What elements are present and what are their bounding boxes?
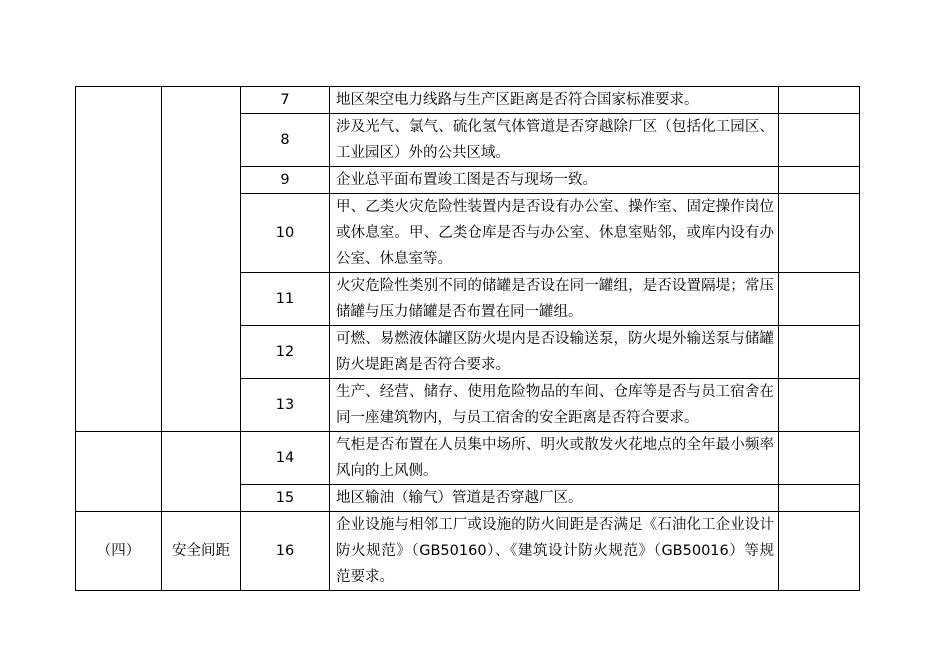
item-text: 生产、经营、储存、使用危险物品的车间、仓库等是否与员工宿舍在同一座建筑物内，与员工宿舍的安全距离是否符合要求。 (330, 379, 779, 432)
item-text: 企业总平面布置竣工图是否与现场一致。 (330, 167, 779, 194)
remark-cell (779, 485, 860, 512)
table-row (76, 432, 860, 485)
table-row (76, 512, 860, 591)
item-text: 企业设施与相邻工厂或设施的防火间距是否满足《石油化工企业设计防火规范》（GB50160）、《建筑设计防火规范》（GB50016）等规范要求。 (330, 512, 779, 591)
category-cell (76, 87, 162, 432)
section-number: （四） (76, 512, 162, 591)
table-row (76, 87, 860, 114)
item-number: 14 (241, 432, 330, 485)
remark-cell (779, 87, 860, 114)
item-text: 甲、乙类火灾危险性装置内是否设有办公室、操作室、固定操作岗位或休息室。甲、乙类仓库是否与办公室、休息室贴邻，或库内设有办公室、休息室等。 (330, 194, 779, 273)
item-number: 15 (241, 485, 330, 512)
item-text: 气柜是否布置在人员集中场所、明火或散发火花地点的全年最小频率风向的上风侧。 (330, 432, 779, 485)
item-text: 涉及光气、氯气、硫化氢气体管道是否穿越除厂区（包括化工园区、工业园区）外的公共区域。 (330, 114, 779, 167)
remark-cell (779, 432, 860, 485)
remark-cell (779, 114, 860, 167)
section-title: 安全间距 (162, 512, 241, 591)
item-number: 8 (241, 114, 330, 167)
remark-cell (779, 167, 860, 194)
item-text: 火灾危险性类别不同的储罐是否设在同一罐组，是否设置隔堤；常压储罐与压力储罐是否布置在同一罐组。 (330, 273, 779, 326)
remark-cell (779, 326, 860, 379)
item-number: 16 (241, 512, 330, 591)
remark-cell (779, 512, 860, 591)
item-number: 10 (241, 194, 330, 273)
remark-cell (779, 379, 860, 432)
item-text: 可燃、易燃液体罐区防火堤内是否设输送泵，防火堤外输送泵与储罐防火堤距离是否符合要求。 (330, 326, 779, 379)
item-number: 9 (241, 167, 330, 194)
category-name-cell (162, 87, 241, 432)
remark-cell (779, 194, 860, 273)
category-name-cell (162, 432, 241, 512)
item-text: 地区输油（输气）管道是否穿越厂区。 (330, 485, 779, 512)
item-number: 11 (241, 273, 330, 326)
item-number: 13 (241, 379, 330, 432)
item-text: 地区架空电力线路与生产区距离是否符合国家标准要求。 (330, 87, 779, 114)
item-number: 12 (241, 326, 330, 379)
category-cell (76, 432, 162, 512)
safety-checklist-table (75, 86, 860, 591)
remark-cell (779, 273, 860, 326)
item-number: 7 (241, 87, 330, 114)
